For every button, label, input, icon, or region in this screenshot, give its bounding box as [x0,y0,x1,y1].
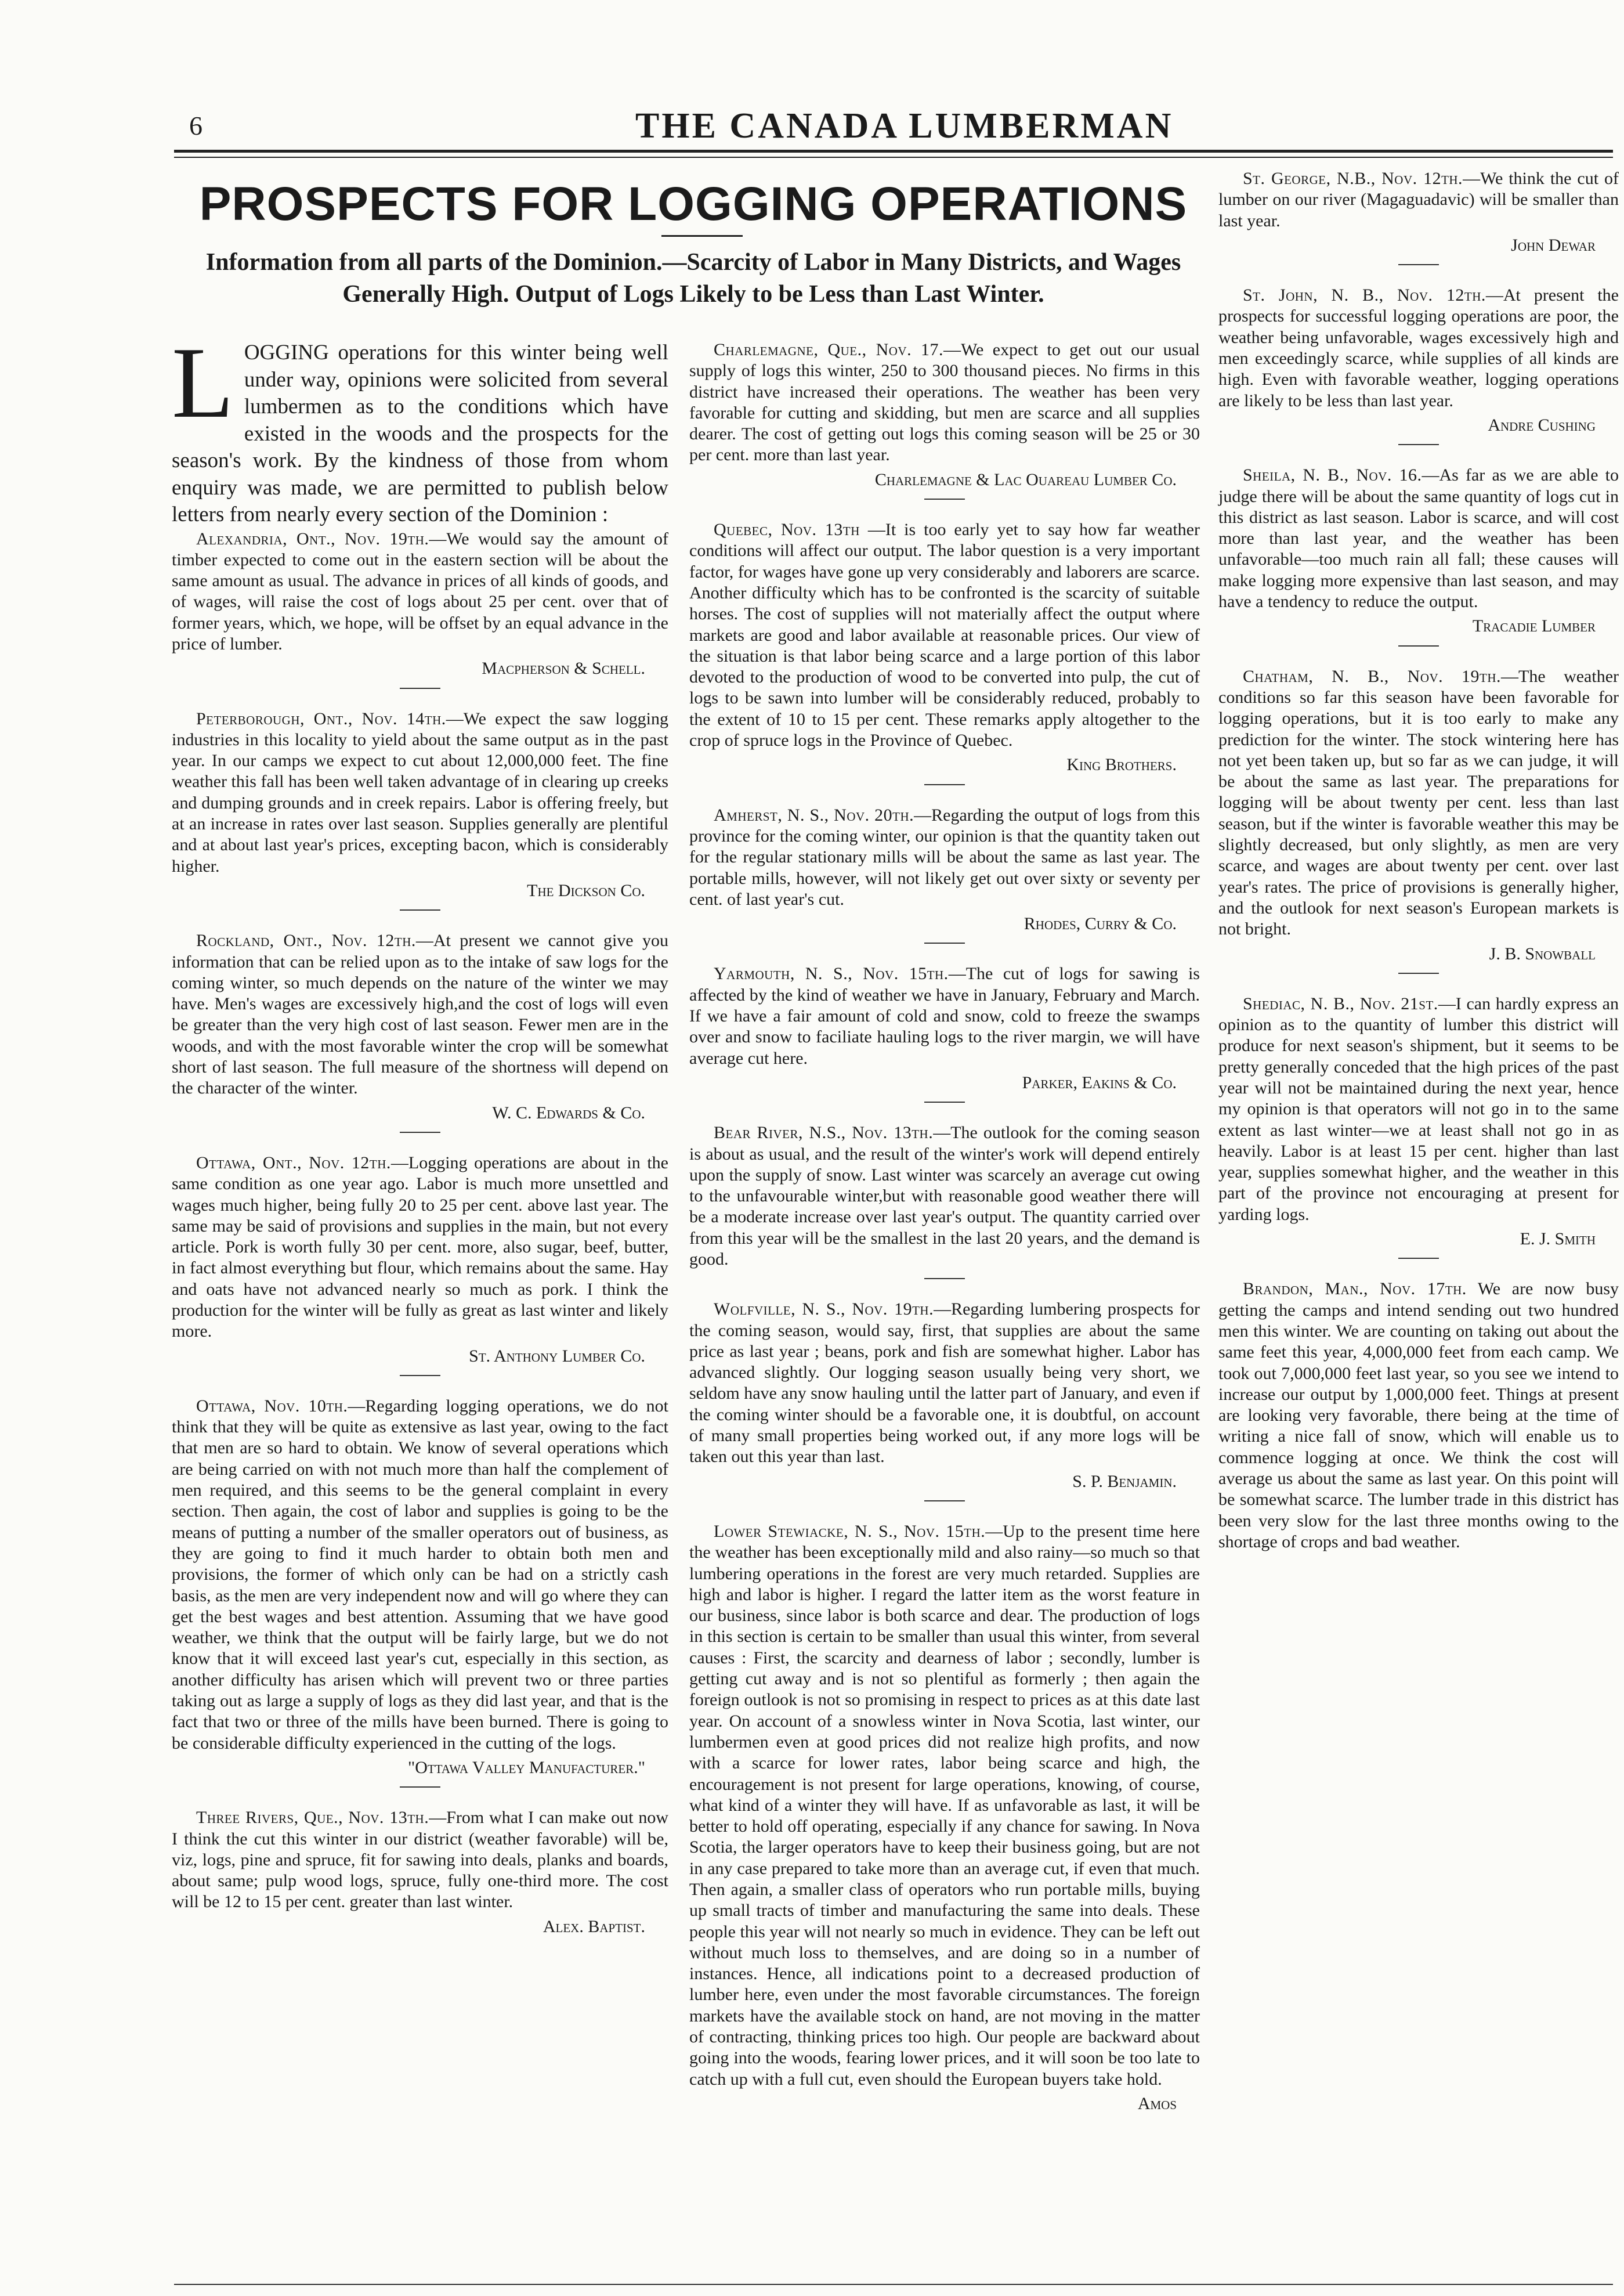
letter-signature: King Brothers. [1066,755,1177,775]
article-subhead: Information from all parts of the Dominion.—Scarcity of Labor in Many Districts, and Wages Generally High. Output of Logs Likely to be Less than Last Winter. [205,249,1181,308]
letter-body: —The cut of logs for sawing is affected by the kind of weather we have in January, February and March. If we have a fair amount of cold and snow, cold to freeze the swamps over and snow to faciliate hauling logs to the river margin, we will have average cut here. [689,964,1200,1068]
letter-separator [1398,444,1439,445]
letter-separator [924,1278,965,1279]
letter-dateline: St. George, N.B., Nov. 12th. [1243,169,1463,188]
letter-dateline: Rockland, Ont., Nov. 12th. [196,931,416,951]
letter-signature: S. P. Benjamin. [1072,1471,1177,1491]
letter-dateline: Peterborough, Ont., Nov. 14th. [196,709,446,728]
letter-dateline: Ottawa, Ont., Nov. 12th. [196,1153,391,1172]
letter-separator [924,1102,965,1103]
letter-signature: Rhodes, Curry & Co. [1023,914,1177,934]
letter-dateline: Sheila, N. B., Nov. 16. [1243,465,1422,485]
letter-body: —We expect the saw logging industries in this locality to yield about the same output as in the past year. In our camps we expect to cut about 12,000,000 feet. The fine weather this fall has been well taken advantage of in clearing up creeks and dumping grounds and in creek repairs. Labor is offering freely, but at an increase in rates over last season. Supplies generally are plentiful and at about last year's prices, excepting bacon, which is considerably higher. [172,709,668,876]
letter-separator [400,1375,440,1376]
letter-signature: Amos [1137,2093,1177,2113]
letter-body: —Up to the present time here the weather has been exceptionally mild and also rainy—so much so that lumbering operations in the forest are very much retarded. Supplies are high and labor is higher. I regard the latter item as the worst feature in our business, since labor is both scarce and dear. The production of logs in this section is certain to be smaller than usual this winter, from several causes : First, the scarcity and dearness of labor ; secondly, lumber is getting cut away and is not so plentiful as formerly ; then again the foreign outlook is not so promising in respect to prices as at this date last year. On account of a snowless winter in Nova Scotia, last winter, our lumbermen even at good prices did not realize high profits, and now with a scarce for lower rates, labor being scarce and high, the encouragement is not present for large operations, knowing, of course, what kind of a winter they will have. If as unfavorable as last, it will be better to hold off operating, especially if any chance for sawing. In Nova Scotia, the larger operators have to keep their business going, but are not in any case prepared to take more than an average cut, if even that much. Then again, a smaller class of operators who run portable mills, buying up small tracts of timber and manufacturing the same into deals. These people this year will not nearly so much in evidence. They can be left out without much loss to themselves, and are doing so in a number of instances. Hence, all indications point to a decreased production of lumber here, even under the most favorable circumstances. The foreign markets have the available stock on hand, are not moving in the matter of contracting, thinking prices too high. Our people are backward about going into the woods, fearing lower prices, and it will soon be too late to catch up with a full cut, even should the European buyers take hold. [689,1521,1200,2089]
letter-body: —We would say the amount of timber expected to come out in the eastern section will be about the same amount as usual. The advance in prices of all kinds of goods, and of wages, will raise the cost of logs about 25 per cent. over that of former years, which, we hope, will be offset by an equal advance in the price of lumber. [172,529,668,654]
letter-item [172,1807,668,1937]
letter-dateline: Chatham, N. B., Nov. 19th. [1243,666,1502,686]
letter-item [172,930,668,1133]
letter-signature: St. Anthony Lumber Co. [469,1346,645,1366]
letter-body: —I can hardly express an opinion as to the quantity of lumber this district will produce for next season's shipment, but it seems to be pretty generally conceded that the high prices of the past year will not be maintained during the next year, hence my opinion is that operators will not go in to the same extent as last winter—we at least shall not go in as heavily. Labor is at least 15 per cent. higher than last year, supplies somewhat higher, and the weather in this part of the province not encouraging at present for yarding logs. [1218,994,1619,1224]
letters-column-3 [1218,168,1619,1553]
letter-item [1218,465,1619,646]
letter-paragraph [689,1521,1200,2090]
letter-item [689,1299,1200,1501]
letter-dateline: St. John, N. B., Nov. 12th. [1243,286,1486,305]
letter-signature: W. C. Edwards & Co. [492,1103,645,1122]
letter-body: We are now busy getting the camps and intend sending out two hundred men this winter. We are counting on taking out about the same feet this year, 4,000,000 feet from each camp. We took out 7,000,000 feet last year, so you see we intend to increase our output by 1,000,000 feet. Things at present are looking very favorable, there being at the time of writing a nice fall of snow, which will enable us to commence logging at once. We think the cost will average us about the same as last year. On this point will be somewhat scarce. The lumber trade in this district has been very slow for the last three months owing to the shortage of crops and bad weather. [1218,1279,1619,1551]
letter-signature: John Dewar [1511,235,1596,255]
letter-item [689,519,1200,785]
letter-paragraph [689,1122,1200,1270]
letters-column-1 [172,529,668,1938]
letter-separator [924,784,965,785]
letter-separator [924,943,965,944]
letter-body: —From what I can make out now I think the cut this winter in our district (weather favorable) will be, viz, logs, pine and spruce, fit for sawing into deals, planks and boards, about same; pulp wood logs, spruce, fully one-third more. The cost will be 12 to 15 per cent. greater than last winter. [172,1808,669,1912]
article-intro [172,326,668,529]
header-rule [174,150,1613,153]
letter-item [172,709,668,911]
headline-rule [661,235,743,237]
letter-dateline: Charlemagne, Que., Nov. 17. [714,340,944,359]
letter-signature: Parker, Eakins & Co. [1022,1073,1177,1092]
letter-signature: Macpherson & Schell. [482,659,645,678]
letter-body: —Regarding logging operations, we do not think that they will be quite as extensive as last year, owing to the fact that men are so hard to obtain. We know of several operations which are being carried on with not much more than half the complement of men required, and this seems to be the general complaint in every section. Then again, the cost of labor and supplies is going to be the means of putting a number of the smaller operators out of business, as they are going to find it much harder to obtain both men and provisions, the former of which only can be had on a strictly cash basis, as the men are very independent now and will go where they can get the best wages and best attention. Assuming that we have good weather, we think that the output will be fairly large, but we do not know that it will exceed last year's cut, especially in this section, as another difficulty has arisen which will prevent two or three parties taking out as large a supply of logs as they did last year, and that is the fact that two or three of the mills have been burned. There is going to be considerable difficulty experienced in the cutting of the logs. [172,1396,668,1753]
letter-dateline: Shediac, N. B., Nov. 21st. [1243,994,1438,1013]
letter-separator [924,499,965,500]
letter-separator [400,909,440,911]
letter-item [689,805,1200,944]
letter-body: —We expect to get out our usual supply of logs this winter, 250 to 300 thousand pieces. No firms in this district have increased their operations. The weather has been very favorable for cutting and skidding, but men are scarce and all supplies dearer. The cost of getting out logs this coming season will be 25 or 30 per cent. more than last year. [689,340,1200,465]
letter-separator [400,1786,440,1788]
column-1 [172,326,669,1957]
letter-dateline: Brandon, Man., Nov. 17th. [1243,1279,1467,1299]
letter-item [172,1396,668,1788]
letter-separator [1398,645,1439,647]
drop-cap: L [172,326,234,439]
letter-item [1218,168,1619,265]
letter-dateline: Bear River, N.S., Nov. 13th. [714,1123,934,1143]
letter-item [172,529,668,689]
letter-paragraph [172,930,668,1099]
letter-dateline: Lower Stewiacke, N. S., Nov. 15th. [714,1521,986,1541]
letter-separator [1398,1258,1439,1259]
letter-body: —Regarding the output of logs from this province for the coming winter, our opinion is that the quantity taken out for the regular stationary mills will be about the same as last year. The portable mills, however, will not likely get out over sixty or seventy per cent. of last year's cut. [689,805,1200,909]
letter-body: —We think the cut of lumber on our river (Magaguadavic) will be smaller than last year. [1218,169,1619,230]
letter-dateline: Yarmouth, N. S., Nov. 15th. [714,964,949,984]
letter-paragraph [689,963,1200,1068]
header-rule-thin [174,157,1613,158]
letter-item [689,963,1200,1103]
page-number: 6 [189,111,202,140]
letter-separator [924,1500,965,1501]
letter-paragraph [689,519,1200,751]
letter-signature: Tracadie Lumber [1472,616,1596,636]
letter-signature: Andre Cushing [1488,415,1596,435]
letter-paragraph [1218,465,1619,612]
letter-dateline: Wolfville, N. S., Nov. 19th. [714,1299,934,1319]
letter-dateline: Alexandria, Ont., Nov. 19th. [196,529,429,548]
column-3 [1218,168,1619,1572]
letter-separator [400,1132,440,1133]
column-2 [689,340,1200,2134]
letter-body: —Logging operations are about in the same condition as one year ago. Labor is much more unsettled and wages much higher, being fully 20 to 25 per cent. above last year. The same may be said of provisions and supplies in the main, but not every article. Pork is worth fully 30 per cent. more, also sugar, beef, butter, in fact almost everything but flour, which remains about the same. Hay and oats have not advanced nearly so much as pork. I think the production for the winter will be fully as great as last winter and likely more. [172,1153,668,1341]
letter-item [689,1122,1200,1279]
article-headline: PROSPECTS FOR LOGGING OPERATIONS [199,178,1188,230]
letter-item [1218,994,1619,1259]
letter-body: —Regarding lumbering prospects for the coming season, would say, first, that supplies are about the same price as last year ; beans, pork and fish are somewhat higher. Labor has advanced slightly. Our logging season usually being very short, we seldom have any snow hauling until the latter part of January, and even if the coming winter should be a favorable one, it is doubtful, on account of many small properties being worked out, if any more logs will be taken out this year than last. [689,1299,1200,1467]
letter-body: —The outlook for the coming season is about as usual, and the result of the winter's work will depend entirely upon the supply of snow. Last winter was scarcely an average cut owing to the unfavourable winter,but with reasonable good weather there will be a moderate increase over last year's output. The quantity carried over from this year will be the smallest in the last 20 years, and the demand is good. [689,1123,1200,1269]
intro-text: OGGING operations for this winter being well under way, opinions were solicited from several lumbermen as to the conditions which have existed in the woods and the prospects for the season's work. By the kindness of those from whom enquiry was made, we are permitted to publish below letters from nearly every section of the Dominion : [172,341,668,526]
letter-dateline: Amherst, N. S., Nov. 20th. [714,805,914,825]
letters-column-2 [689,340,1200,2114]
letter-paragraph [172,529,668,655]
letter-signature: "Ottawa Valley Manufacturer." [407,1757,645,1777]
letter-signature: Alex. Baptist. [542,1916,645,1936]
letter-paragraph [172,1396,668,1754]
letter-paragraph [172,1807,668,1912]
footer-rule [174,2284,1613,2285]
letter-signature: The Dickson Co. [527,880,645,900]
letter-body: —It is too early yet to say how far weather conditions will affect our output. The labor question is a very important factor, for wages have gone up very considerably and laborers are scarce. Another difficulty which has to be confronted is the scarcity of suitable horses. The cost of supplies will not materially affect the output where markets are good and labor available at reasonable prices. Our view of the situation is that labor being scarce and a large portion of this labor devoted to the production of wood to be converted into pulp, the cut of logs to be sawn into lumber will be considerably reduced, probably to the extent of 10 to 15 per cent. These remarks apply altogether to the crop of spruce logs in the Province of Quebec. [689,520,1200,750]
letter-separator [1398,264,1439,265]
letter-item [689,1521,1200,2114]
letter-dateline: Ottawa, Nov. 10th. [196,1396,348,1416]
letter-signature: Charlemagne & Lac Ouareau Lumber Co. [874,470,1177,489]
letter-item [1218,285,1619,445]
letter-paragraph [1218,994,1619,1225]
letter-paragraph [1218,168,1619,232]
letter-item [1218,666,1619,974]
letter-paragraph [172,1153,668,1342]
letter-item [1218,1279,1619,1553]
letter-paragraph [689,340,1200,466]
letter-item [689,340,1200,500]
letter-separator [400,688,440,689]
letter-paragraph [689,805,1200,910]
letter-paragraph [1218,666,1619,940]
letter-body: —As far as we are able to judge there will be about the same quantity of logs cut in this district as last season. Labor is scarce, and will cost more than last year, and the weather has been unfavorable—too much rain all fall; these causes will make logging more expensive than last season, and may have a tendency to reduce the output. [1218,465,1619,612]
letter-paragraph [689,1299,1200,1467]
letter-dateline: Three Rivers, Que., Nov. 13th. [196,1808,429,1828]
letter-paragraph [1218,285,1619,411]
letter-body: —At present the prospects for successful logging operations are poor, the weather being unfavorable, wages excessively high and men exceedingly scarce, while supplies of all kinds are high. Even with favorable weather, logging operations are likely to be less than last year. [1218,286,1619,410]
letter-dateline: Quebec, Nov. 13th [714,520,860,540]
letter-signature: E. J. Smith [1520,1229,1596,1249]
letter-separator [1398,973,1439,974]
letter-signature: J. B. Snowball [1489,944,1596,963]
running-head: THE CANADA LUMBERMAN [635,106,1174,146]
letter-paragraph [172,709,668,877]
letter-paragraph [1218,1279,1619,1553]
letter-body: —The weather conditions so far this season have been favorable for logging operations, but it is too early to make any prediction for the winter. The stock wintering here has not yet been taken up, but so far as we can judge, it will be about the same as last year. The preparations for logging will be about twenty per cent. less than last season, but if the winter is favorable weather this may be slightly decreased, but only slightly, as men are very scarce, and wages are about twenty per cent. over last year's rates. The price of provisions is generally higher, and the outlook for next season's European markets is not bright. [1218,666,1619,939]
letter-body: —At present we cannot give you information that can be relied upon as to the intake of saw logs for the coming winter, so much depends on the nature of the winter we may have. Men's wages are excessively high,and the cost of logs will even be greater than the very high cost of last season. Fewer men are in the woods, and with the most favorable winter the crop will be somewhat short of last season. The full measure of the shortness will depend on the character of the winter. [172,931,668,1098]
letter-item [172,1153,668,1376]
